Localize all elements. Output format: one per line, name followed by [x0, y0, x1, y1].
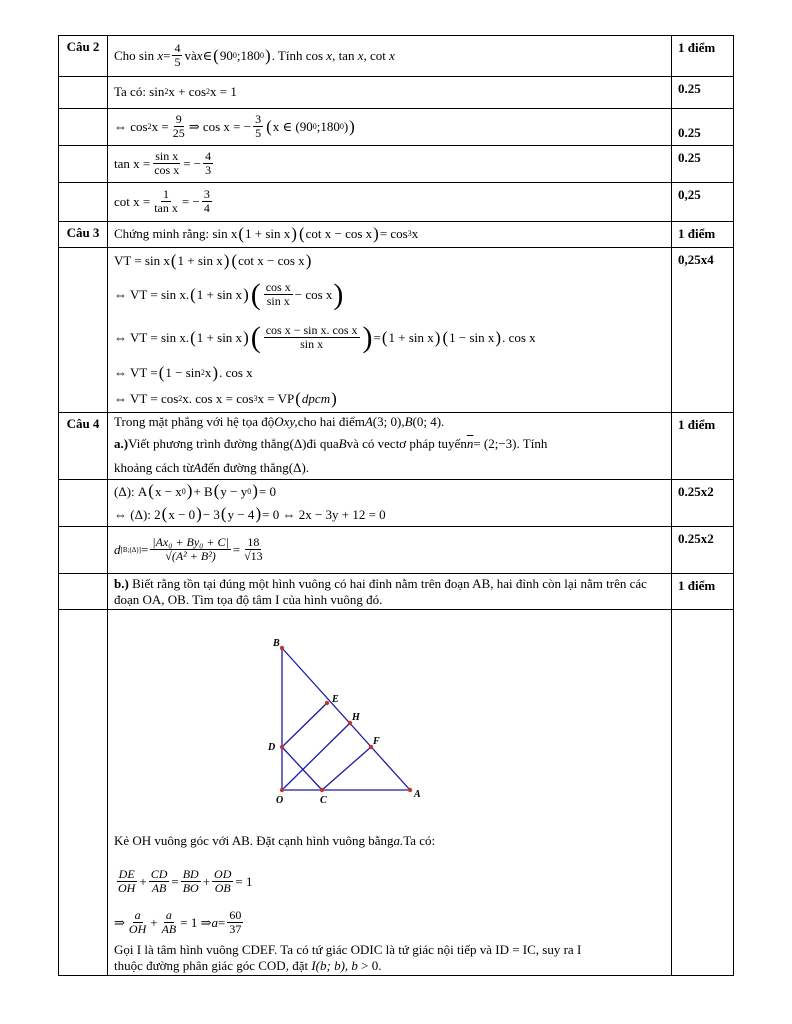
q2-step-1: Ta có: sin 2 x + cos 2 x = 1 0.25: [59, 77, 734, 109]
label-a: A: [414, 788, 421, 800]
q2-row: [59, 36, 734, 77]
q4-dist-block: d [B;(Δ)] = $\frac{\text{|Ax₀ + By₀ + C|}}{\text{√(A² + B²)}}$ = $\frac{18}{√13}$ 0.25x2: [59, 527, 734, 574]
q2-points: 1 điểm: [672, 36, 734, 77]
q4-dist-score: 0.25x2: [672, 527, 734, 574]
q2-step-2: ⇔ cos 2 x = $\frac{9}{25}$ ⇒ cos x = − $\frac{3}{5}$ ( x ∈ (90 0 ;180 0 ) ) 0.25: [59, 109, 734, 146]
geometry-figure: [222, 622, 502, 822]
q4-row: Câu 4 Trong mặt phẳng với hệ tọa độ Oxy, cho hai điểm A (3; 0), B (0; 4). a.) Viết phương trình đường thẳng (Δ) đi qua B và có vectơ pháp tuyến $\overline{n}$ = (2;−3) . Tính khoảng cách từ A đến đường thẳng (Δ) . 1 điểm: [59, 413, 734, 480]
q2-step-4: cot x = $\frac{1}{\text{tan x}}$ = − $\frac{3}{4}$ 0,25: [59, 183, 734, 222]
q4-eq-score: 0.25x2: [672, 480, 734, 527]
q2-step-1-score: 0.25: [672, 77, 734, 109]
label-c: C: [320, 794, 327, 806]
q4-part-b: b.) Biết rằng tồn tại đúng một hình vuông có hai đỉnh nằm trên đoạn AB, hai đỉnh còn lại nằm trên các đoạn OA, OB. Tìm tọa độ tâm I của hình vuông đó. 1 điểm: [59, 574, 734, 610]
q4-label: Câu 4: [59, 413, 108, 480]
q2-step-4-score: 0,25: [672, 183, 734, 222]
q2-prompt: Cho sin x = $\frac{4}{5}$ và x ∈ ( 90 0 ;180 0 ) . Tính cos x , tan x , cot x: [108, 36, 672, 77]
q4-points-a: 1 điểm: [672, 413, 734, 480]
fraction: $\frac{4}{5}$: [174, 41, 181, 70]
q2-step-3: tan x = $\frac{\text{sin x}}{\text{cos x}}$ = − $\frac{4}{3}$ 0.25: [59, 146, 734, 183]
segment-de: [282, 703, 327, 747]
q3-proof: VT = sin x ( 1 + sin x ) ( cot x − cos x ) ⇔ VT = sin x. ( 1 + sin x ) ( cos x sin x − cos x ) ⇔ VT = sin x. ( 1 + sin x ) ( cos x − sin x. cos x sin x ) = ( 1 + sin x ) ( 1 − sin x ) . cos x ⇔ VT = ( 1 − sin 2 x ) . cos x ⇔ VT = cos 2 x. cos x = cos 3 x = VP ( dpcm ) 0,25x4: [59, 248, 734, 413]
label-e: E: [332, 693, 339, 705]
q3-label: Câu 3: [59, 222, 108, 248]
label-o: O: [276, 794, 284, 806]
label-f: F: [373, 735, 380, 747]
q3-row: Câu 3 Chứng minh rằng: sin x ( 1 + sin x ) ( cot x − cos x ) = cos 3 x 1 điểm: [59, 222, 734, 248]
q2-label: Câu 2: [59, 36, 108, 77]
segment-oh: [282, 723, 350, 790]
q4-points-b: 1 điểm: [672, 574, 734, 610]
label-h: H: [352, 711, 360, 723]
segment-cf: [322, 747, 371, 790]
q4-eq-block: (Δ): A ( x − x 0 ) + B ( y − y 0 ) = 0 ⇔ (Δ): 2 ( x − 0 ) − 3 ( y − 4 ) = 0 ⇔ 2x − 3y + 12 = 0 0.25x2: [59, 480, 734, 527]
q4-solution: B E H D F O C A Kẻ OH vuông góc với AB. Đặt cạnh hình vuông bằng a. Ta có: DE OH + CD AB = BD BO + $\frac{OD}{OB}$ = 1 ⇒ a OH + $\frac{a}{AB}$ = 1 ⇒ a = $\frac{60}{37}$ Gọi I là tâm hình vuông CDEF. Ta có tứ giác ODIC là tứ giác nội tiếp và ID = IC, suy ra I thuộc đường phân giác góc COD, đặt I(b; b), b > 0.: [59, 609, 734, 975]
q3-score: 0,25x4: [672, 248, 734, 413]
label-d: D: [268, 741, 276, 753]
answer-table: [58, 35, 734, 976]
q3-points: 1 điểm: [672, 222, 734, 248]
label-b: B: [273, 637, 280, 649]
q2-step-2-score: 0.25: [672, 109, 734, 146]
q2-step-3-score: 0.25: [672, 146, 734, 183]
